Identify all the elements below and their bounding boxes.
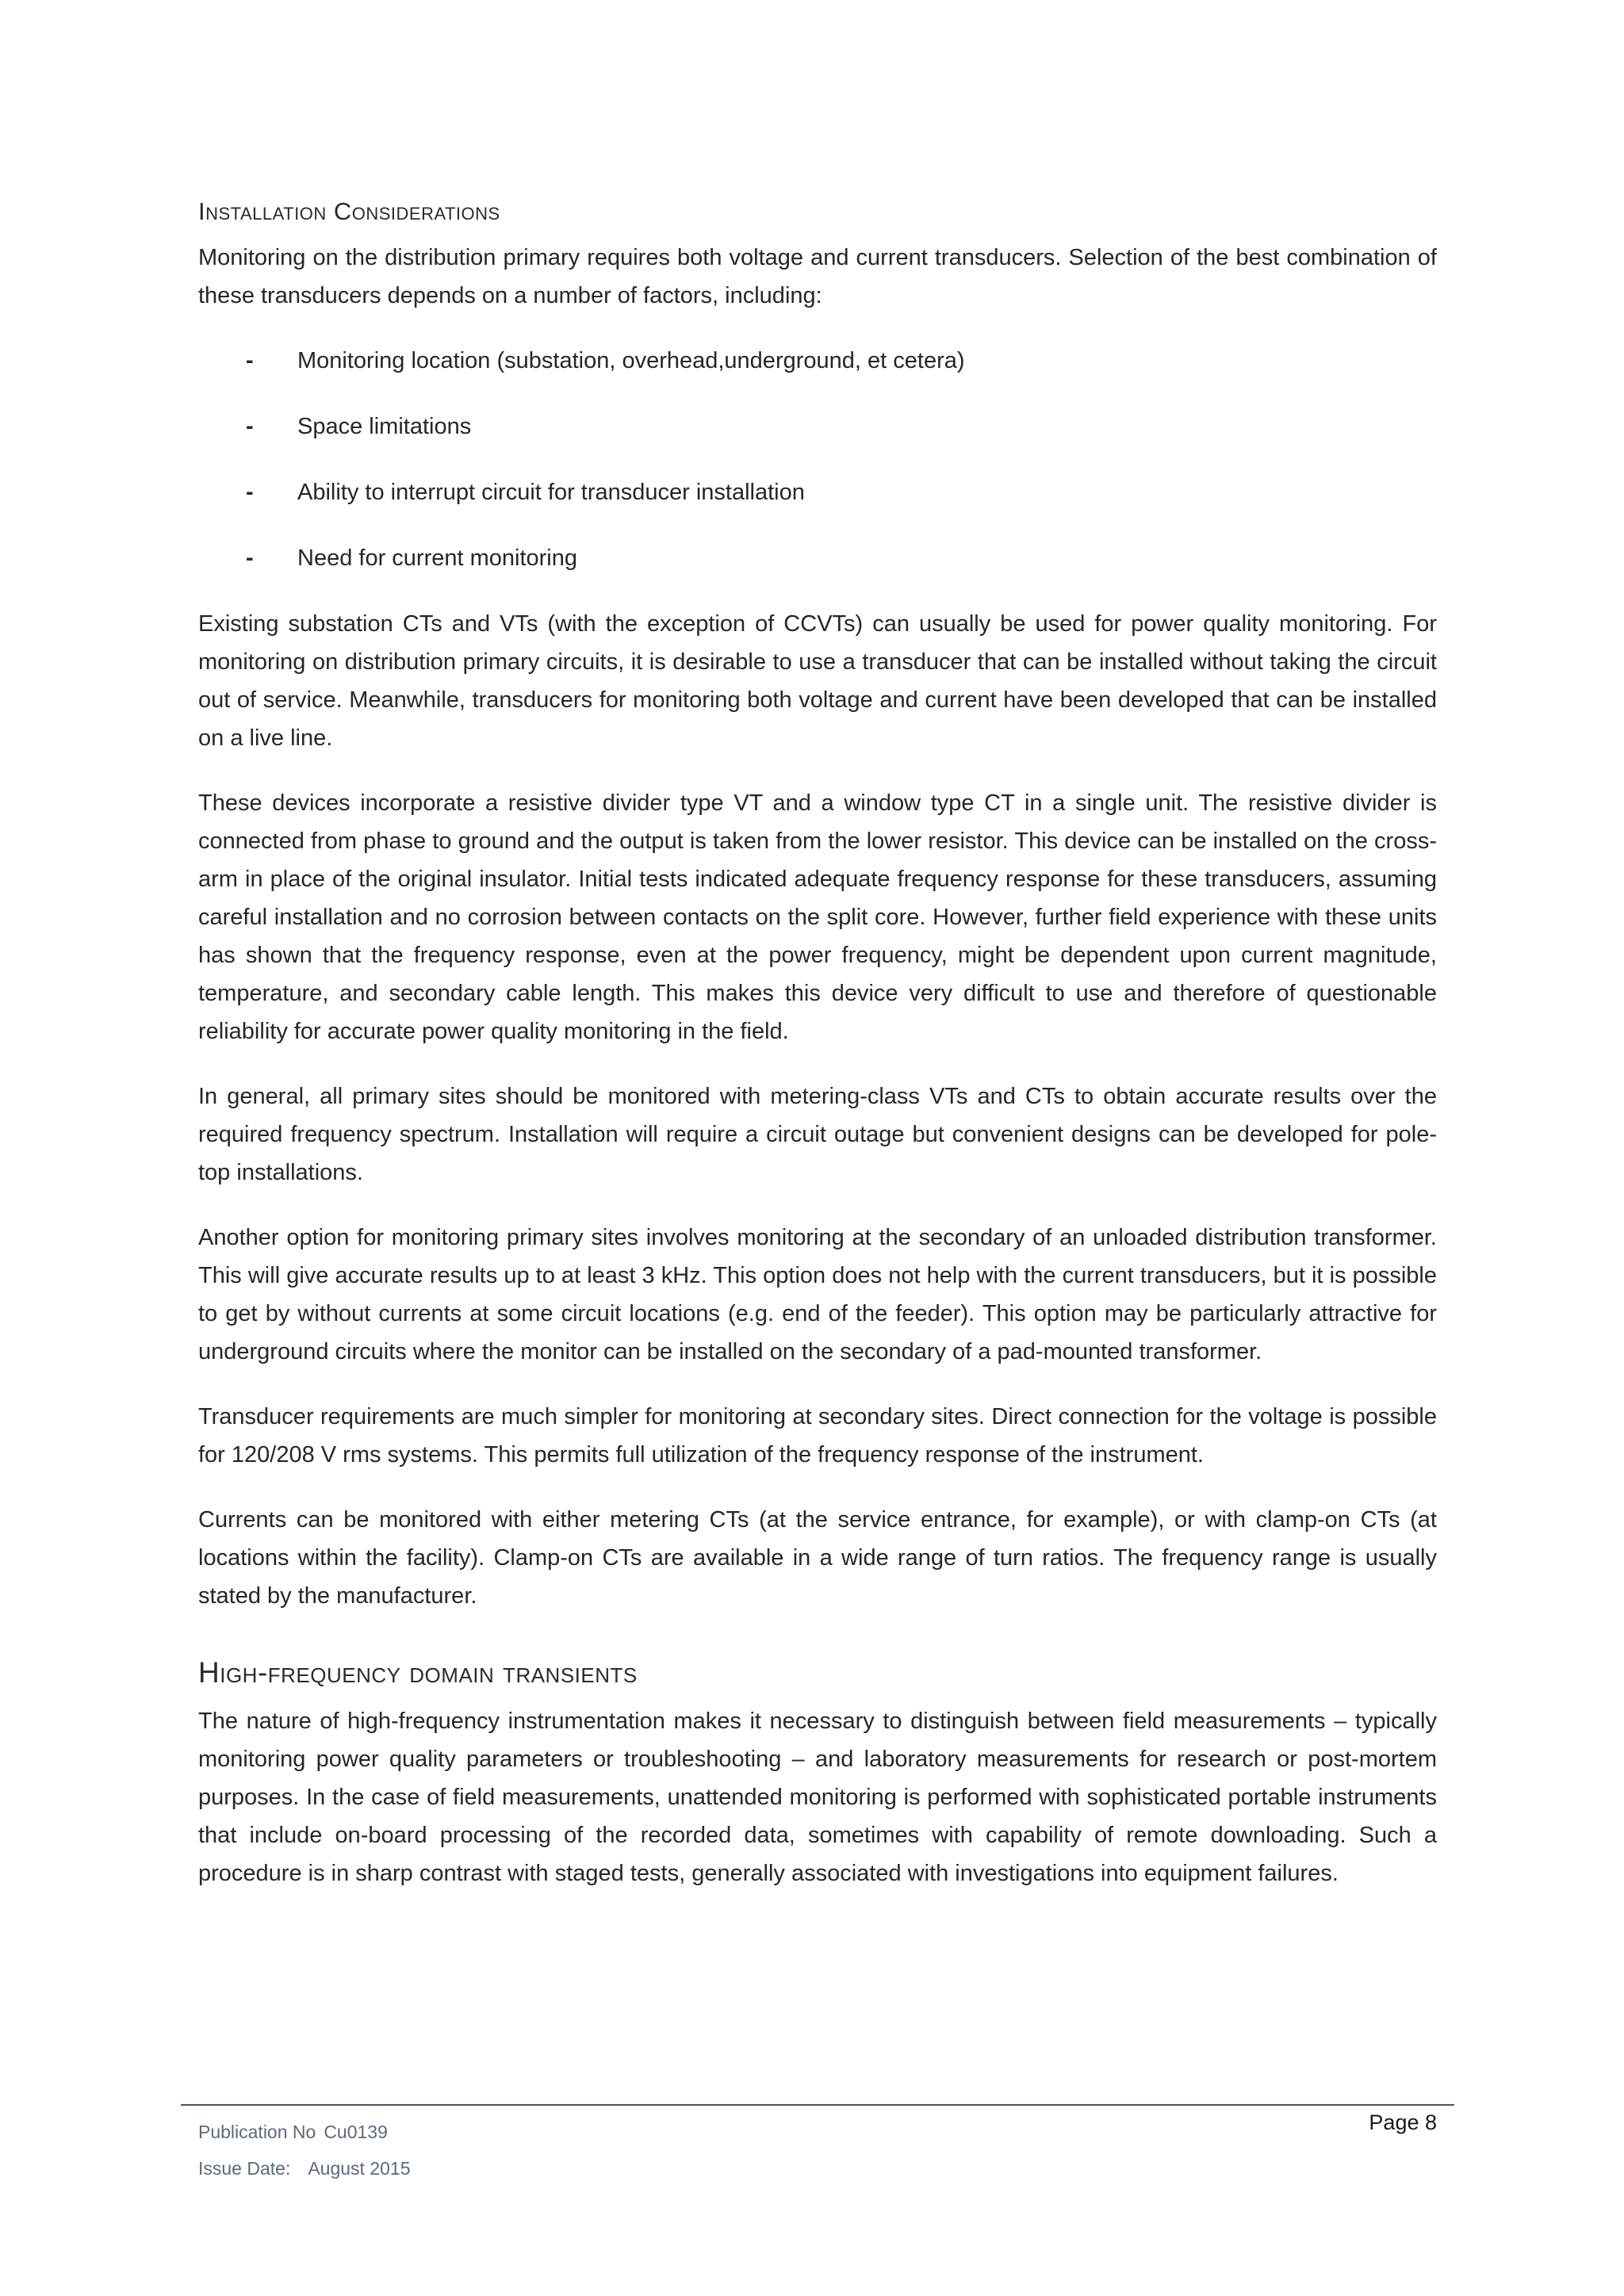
list-item: - Monitoring location (substation, overhead,underground, et cetera): [198, 342, 1437, 380]
section-heading-transients: High-frequency domain transients: [198, 1655, 638, 1689]
page-number: Page 8: [1369, 2110, 1437, 2134]
body-paragraph: These devices incorporate a resistive divider type VT and a window type CT in a single unit. The resistive divider is connected from phase to ground and the output is taken from the lower resistor. This device can be installed on the cross-arm in place of the original insulator. Initial tests indicated adequate frequency response for these transducers, assuming careful installation and no corrosion between contacts on the split core. However, further field experience with these units has shown that the frequency response, even at the power frequency, might be dependent upon current magnitude, temperature, and secondary cable length. This makes this device very difficult to use and therefore of questionable reliability for accurate power quality monitoring in the field.: [198, 790, 1437, 1044]
document-page: [198, 197, 1437, 1919]
body-paragraph: The nature of high-frequency instrumentation makes it necessary to distinguish between field measurements – typically monitoring power quality parameters or troubleshooting – and laboratory measurements for research or post-mortem purposes. In the case of field measurements, unattended monitoring is performed with sophisticated portable instruments that include on-board processing of the recorded data, sometimes with capability of remote downloading. Such a procedure is in sharp contrast with staged tests, generally associated with investigations into equipment failures.: [198, 1709, 1437, 1886]
body-paragraph: Another option for monitoring primary sites involves monitoring at the secondary of an unloaded distribution transformer. This will give accurate results up to at least 3 kHz. This option does not help with the current transducers, but it is possible to get by without currents at some circuit locations (e.g. end of the feeder). This option may be particularly attractive for underground circuits where the monitor can be installed on the secondary of a pad-mounted transformer.: [198, 1224, 1437, 1364]
body-paragraph: In general, all primary sites should be monitored with metering-class VTs and CTs to obtain accurate results over the required frequency spectrum. Installation will require a circuit outage but convenient designs can be developed for pole-top installations.: [198, 1083, 1437, 1185]
body-paragraph: Existing substation CTs and VTs (with the exception of CCVTs) can usually be used for power quality monitoring. For monitoring on distribution primary circuits, it is desirable to use a transducer that can be installed without taking the circuit out of service. Meanwhile, transducers for monitoring both voltage and current have been developed that can be installed on a live line.: [198, 610, 1437, 751]
intro-paragraph: Monitoring on the distribution primary requires both voltage and current transducers. Selection of the best combination of these transducers depends on a number of factors, including:: [198, 244, 1437, 308]
dash-bullet: -: [246, 413, 254, 439]
footer-publication-info: [198, 2114, 411, 2187]
body-paragraph: Transducer requirements are much simpler for monitoring at secondary sites. Direct connection for the voltage is possible for 120/208 V rms systems. This permits full utilization of the frequency response of the instrument.: [198, 1403, 1437, 1468]
body-paragraph: Currents can be monitored with either metering CTs (at the service entrance, for example), or with clamp-on CTs (at locations within the facility). Clamp-on CTs are available in a wide range of turn ratios. The frequency range is usually stated by the manufacturer.: [198, 1506, 1437, 1609]
factors-list: [198, 342, 1437, 577]
list-item: - Space limitations: [198, 408, 1437, 446]
issue-date: Issue Date: August 2015: [198, 2158, 411, 2179]
section-heading-installation: Installation Considerations: [198, 197, 500, 225]
publication-number: Publication No Cu0139: [198, 2122, 388, 2142]
dash-bullet: -: [246, 479, 254, 505]
list-item: - Need for current monitoring: [198, 539, 1437, 577]
list-item: - Ability to interrupt circuit for transducer installation: [198, 473, 1437, 511]
dash-bullet: -: [246, 347, 254, 373]
footer-divider: [181, 2104, 1454, 2106]
dash-bullet: -: [246, 545, 254, 571]
